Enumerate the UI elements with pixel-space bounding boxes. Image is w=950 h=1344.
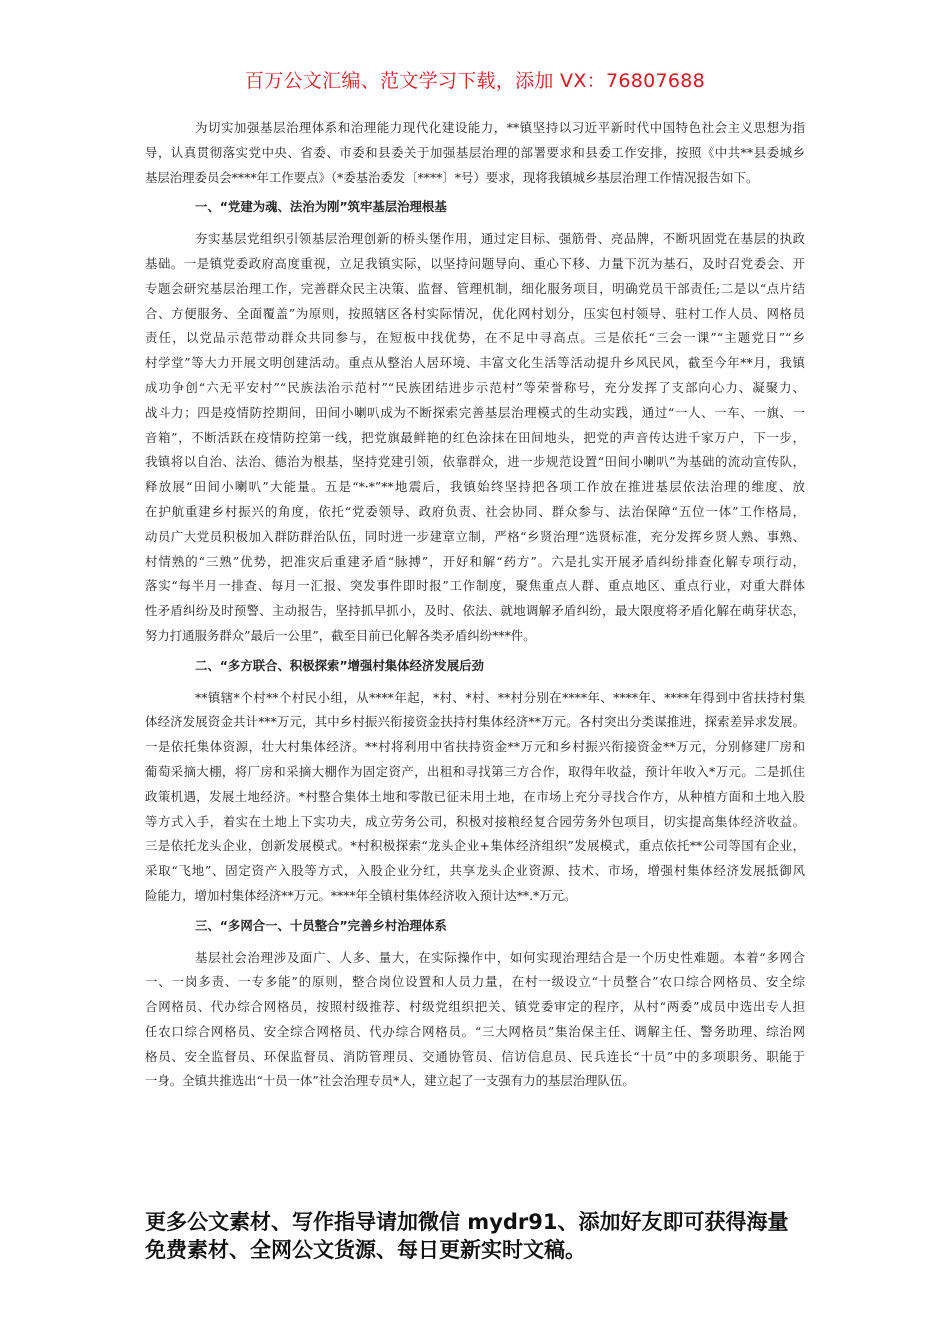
paragraph-line: 性矛盾纠纷及时预警、主动报告，坚持抓早抓小，及时、依法、就地调解矛盾纠纷，最大限度将矛盾化解在萌芽状态，	[145, 603, 805, 619]
paragraph-line: 一、一岗多责、一专多能”的原则，整合岗位设置和人员力量，在村一级设立“十员整合”农口综合网格员、安全综	[145, 974, 805, 990]
paragraph-line: 动员广大党员积极加入群防群治队伍，同时进一步建章立制，严格“乡贤治理”选贤标准，充分发挥乡贤人熟、事熟、	[145, 528, 805, 544]
paragraph-line: 一身。全镇共推选出“十员一体”社会治理专员*人，建立起了一支强有力的基层治理队伍。	[145, 1073, 635, 1089]
paragraph	[145, 227, 805, 649]
paragraph-line: 村学堂”等大力开展文明创建活动。重点从整治人居环境、丰富文化生活等活动提升乡风民风，截至今年**月，我镇	[145, 355, 805, 371]
footer-line: 免费素材、全网公文货源、每日更新实时文稿。	[145, 1238, 586, 1262]
paragraph-line: 基础。一是镇党委政府高度重视，立足我镇实际，以坚持问题导向、重心下移、力量下沉为基石，及时召党委会、开	[145, 255, 805, 271]
paragraph-line: 导，认真贯彻落实党中央、省委、市委和县委关于加强基层治理的部署要求和县委工作安排，按照《中共**县委城乡	[145, 144, 805, 160]
paragraph-line: 政策机遇，发展土地经济。*村整合集体土地和零散已征未用土地，在市场上充分寻找合作方，从种植方面和土地入股	[145, 788, 805, 804]
paragraph-line: 合网格员、代办综合网格员，按照村级推荐、村级党组织把关、镇党委审定的程序，从村“两委”成员中选出专人担	[145, 999, 805, 1015]
paragraph-line: 努力打通服务群众”最后一公里”，截至目前已化解各类矛盾纠纷***件。	[145, 627, 536, 643]
promo-banner: 百万公文汇编、范文学习下载，添加 VX：76807688	[244, 70, 706, 92]
section-heading: 二、“多方联合、积极探索”增强村集体经济发展后劲	[195, 657, 484, 673]
footer-line: 更多公文素材、写作指导请加微信 mydr91、添加好友即可获得海量	[145, 1210, 789, 1234]
paragraph-line: 在护航重建乡村振兴的角度，依托“党委领导、政府负责、社会协同、群众参与、法治保障“五位一体”工作格局，	[145, 503, 805, 519]
paragraph-line: 专题会研究基层治理工作，完善群众民主决策、监督、管理机制，细化服务项目，明确党员干部责任;二是以“点片结	[145, 280, 805, 296]
paragraph-line: 释放展“田间小喇叭”大能量。五是“*·*”**地震后，我镇始终坚持把各项工作放在推进基层依法治理的维度、放	[145, 479, 805, 495]
paragraph-line: 体经济发展资金共计***万元，其中乡村振兴衔接资金扶持村集体经济**万元。各村突出分类谋推进，探索差异求发展。	[145, 714, 805, 730]
paragraph-line: 我镇将以自治、法治、德治为根基，坚持党建引领，依靠群众，进一步规范设置“田间小喇叭”为基础的流动宣传队，	[145, 454, 805, 470]
paragraph-line: 为切实加强基层治理体系和治理能力现代化建设能力，**镇坚持以习近平新时代中国特色社会主义思想为指	[195, 120, 805, 135]
paragraph	[145, 116, 805, 190]
paragraph-line: 任农口综合网格员、安全综合网格员、代办综合网格员。“三大网格员”集治保主任、调解主任、警务助理、综治网	[145, 1023, 805, 1039]
paragraph-line: 葡萄采摘大棚，将厂房和采摘大棚作为固定资产，出租和寻找第三方合作，取得年收益，预计年收入*万元。二是抓住	[145, 763, 805, 779]
paragraph-line: 夯实基层党组织引领基层治理创新的桥头堡作用，通过定目标、强筋骨、亮品牌，不断巩固党在基层的执政	[195, 231, 805, 247]
paragraph-line: 基层治理委员会****年工作要点》（*委基治委发〔****〕*号）要求，现将我镇城乡基层治理工作情况报告如下。	[145, 169, 759, 185]
paragraph	[145, 946, 805, 1095]
paragraph-line: 三是依托龙头企业，创新发展模式。*村积极探索“龙头企业+集体经济组织”发展模式，重点依托**公司等国有企业，	[145, 838, 805, 854]
paragraph-line: 落实“每半月一排查、每月一汇报、突发事件即时报”工作制度，聚焦重点人群、重点地区、重点行业，对重大群体	[145, 578, 805, 594]
document-body	[145, 116, 805, 1094]
paragraph-line: 一是依托集体资源，壮大村集体经济。**村将利用中省扶持资金**万元和乡村振兴衔接资金**万元，分别修建厂房和	[145, 739, 805, 755]
section-heading: 一、“党建为魂、法治为刚”筑牢基层治理根基	[195, 199, 447, 215]
footer-promo	[145, 1208, 825, 1264]
paragraph-line: 险能力，增加村集体经济**万元。****年全镇村集体经济收入预计达**.*万元。	[145, 887, 577, 903]
paragraph-line: 责任，以党品示范带动群众共同参与，在短板中找优势，在不足中寻高点。三是依托“三会一课”“主题党日”“乡	[145, 330, 805, 346]
paragraph-line: 格员、安全监督员、环保监督员、消防管理员、交通协管员、信访信息员、民兵连长“十员”中的多项职务、职能于	[145, 1048, 805, 1064]
paragraph-line: 合、方便服务、全面覆盖”为原则，按照辖区各村实际情况，优化网村划分，压实包村领导、驻村工作人员、网格员	[145, 305, 805, 321]
paragraph-line: 音箱”，不断活跃在疫情防控第一线，把党旗最鲜艳的红色涂抹在田间地头，把党的声音传达进千家万户，下一步，	[145, 429, 805, 445]
paragraph-line: 等方式入手，着实在土地上下实功夫，成立劳务公司，积极对接粮经复合园劳务外包项目，切实提高集体经济收益。	[145, 813, 805, 829]
paragraph-line: 采取“飞地”、固定资产入股等方式，入股企业分红，共享龙头企业资源、技术、市场，增强村集体经济发展抵御风	[145, 863, 805, 879]
paragraph-line: **镇辖*个村**个村民小组，从****年起，*村、*村、**村分别在****年、****年、****年得到中省扶持村集	[195, 689, 805, 705]
paragraph-line: 战斗力；四是疫情防控期间，田间小喇叭成为不断探索完善基层治理模式的生动实践，通过“一人、一车、一旗、一	[145, 404, 805, 420]
paragraph-line: 基层社会治理涉及面广、人多、量大，在实际操作中，如何实现治理结合是一个历史性难题。本着“多网合	[195, 949, 805, 965]
paragraph-line: 成功争创“六无平安村”“民族法治示范村”“民族团结进步示范村”等荣誉称号，充分发挥了支部向心力、凝聚力、	[145, 379, 805, 395]
paragraph	[145, 686, 805, 909]
section-heading: 三、“多网合一、十员整合”完善乡村治理体系	[195, 917, 447, 933]
paragraph-line: 村情熟的“三熟”优势，把准灾后重建矛盾“脉搏”，开好和解“药方”。六是扎实开展矛盾纠纷排查化解专项行动，	[145, 553, 805, 569]
